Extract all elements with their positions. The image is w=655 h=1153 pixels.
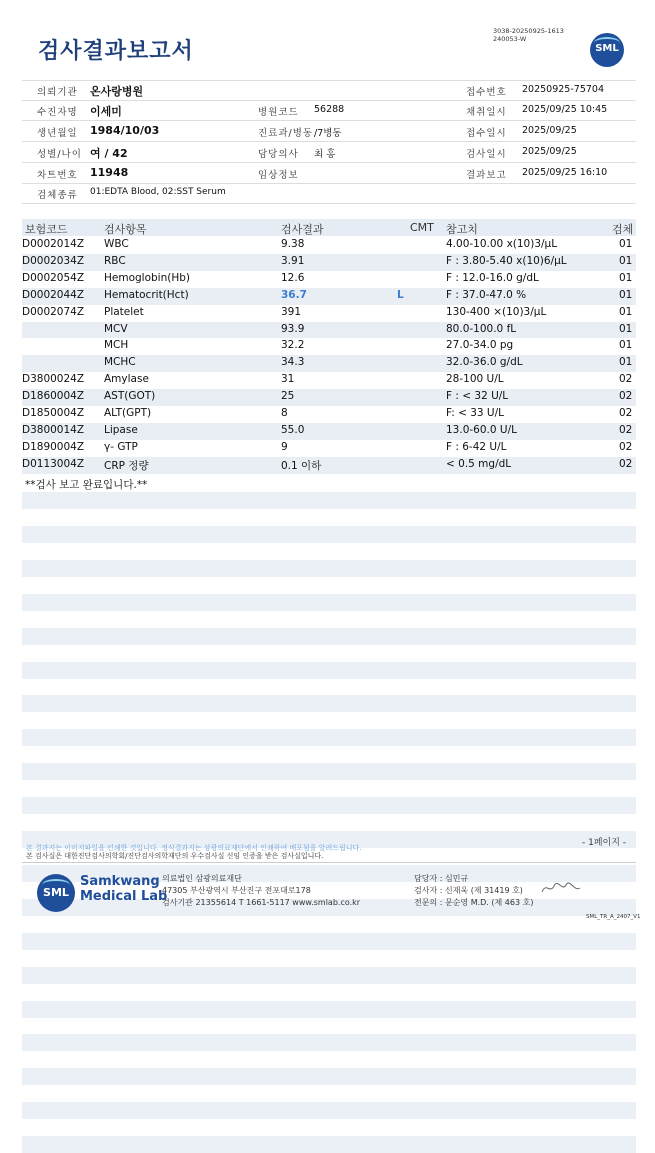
brand-name <box>80 874 167 904</box>
table-cell-ref: < 0.5 mg/dL <box>446 457 512 470</box>
table-cell-spec: 01 <box>619 305 633 318</box>
footer-logo-text: SML <box>43 886 69 899</box>
document-id-line1: 3038-20250925-1613 <box>493 27 564 35</box>
table-cell-code: D0002074Z <box>22 305 85 318</box>
table-cell-code: D3800014Z <box>22 423 85 436</box>
dept-value: /7병동 <box>314 128 342 139</box>
doctor-label: 담당의사 <box>258 149 299 160</box>
sml-logo-icon <box>590 33 624 67</box>
patient-label: 수진자명 <box>37 107 78 118</box>
certification-text: 본 검사실은 대한진단검사의학회/진단검사의학재단의 우수검사실 신임 인증을 받은 검사실입니다. <box>26 852 324 860</box>
footer-divider <box>22 862 636 863</box>
empty-row-stripe <box>22 1102 636 1119</box>
patient-value: 이세미 <box>90 105 122 118</box>
table-cell-spec: 01 <box>619 254 633 267</box>
empty-row-stripe <box>22 594 636 611</box>
table-cell-result: 31 <box>281 373 295 386</box>
table-cell-spec: 02 <box>619 373 633 386</box>
table-cell-result: 9 <box>281 440 288 453</box>
receipt-date-value: 2025/09/25 <box>522 125 577 136</box>
table-cell-ref: F : 6-42 U/L <box>446 440 507 453</box>
receipt-no-label: 접수번호 <box>466 87 507 98</box>
empty-row-stripe <box>22 1034 636 1051</box>
table-cell-item: Lipase <box>104 423 138 436</box>
table-cell-item: γ- GTP <box>104 440 138 453</box>
table-cell-item: MCV <box>104 322 128 335</box>
divider <box>22 162 636 163</box>
table-cell-item: Hemoglobin(Hb) <box>104 271 191 284</box>
empty-row-stripe <box>22 526 636 543</box>
dept-label: 진료과/병동 <box>258 128 314 139</box>
empty-row-stripe <box>22 662 636 679</box>
birth-label: 생년월일 <box>37 128 78 139</box>
table-cell-ref: 4.00-10.00 x(10)3/μL <box>446 238 558 250</box>
table-cell-code: D0002014Z <box>22 238 85 250</box>
signature-icon <box>540 880 582 896</box>
specimen-label: 검체종류 <box>37 190 78 201</box>
form-code: SML_TR_A_2407_V1 <box>586 914 641 920</box>
table-cell-code: D0002054Z <box>22 271 85 284</box>
table-cell-ref: 13.0-60.0 U/L <box>446 423 517 436</box>
table-cell-code: D1850004Z <box>22 407 85 419</box>
test-date-label: 검사일시 <box>466 149 507 160</box>
table-cell-code: D1890004Z <box>22 440 85 453</box>
table-cell-item: MCH <box>104 339 129 352</box>
empty-row-stripe <box>22 1136 636 1153</box>
empty-row-stripe <box>22 933 636 950</box>
table-cell-spec: 02 <box>619 457 633 470</box>
divider <box>22 120 636 121</box>
table-cell-item: WBC <box>104 238 129 250</box>
table-cell-spec: 01 <box>619 288 633 301</box>
table-cell-result: 25 <box>281 390 295 403</box>
table-cell-result: 9.38 <box>281 238 305 250</box>
divider <box>22 100 636 101</box>
org-contact: 검사기관 21355614 T 1661-5117 www.smlab.co.kr <box>162 898 361 907</box>
table-cell-spec: 02 <box>619 440 633 453</box>
table-cell-spec: 01 <box>619 238 633 250</box>
table-cell-result: 34.3 <box>281 356 305 369</box>
org-address: 47305 부산광역시 부산진구 전포대로178 <box>162 886 311 895</box>
receipt-no-value: 20250925-75704 <box>522 84 605 95</box>
staff-manager: 담당자 : 심민규 <box>414 874 469 883</box>
divider <box>22 80 636 81</box>
col-ref-header: 참고치 <box>446 223 478 236</box>
table-cell-code: D1860004Z <box>22 390 85 403</box>
report-label: 결과보고 <box>466 170 507 181</box>
table-cell-result: 32.2 <box>281 339 305 352</box>
birth-value: 1984/10/03 <box>90 124 160 137</box>
specimen-value: 01:EDTA Blood, 02:SST Serum <box>90 187 226 197</box>
institution-value: 온사랑병원 <box>90 85 144 98</box>
table-cell-code: D0113004Z <box>22 457 85 470</box>
col-code-header: 보험코드 <box>25 223 68 236</box>
sex-age-value: 여 / 42 <box>90 147 128 160</box>
table-cell-item: ALT(GPT) <box>104 407 152 419</box>
empty-row-stripe <box>22 967 636 984</box>
table-cell-result: 3.91 <box>281 254 305 267</box>
table-cell-code: D0002034Z <box>22 254 85 267</box>
table-cell-ref: 130-400 ×(10)3/μL <box>446 305 547 318</box>
page-number: - 1페이지 - <box>582 838 627 848</box>
chart-label: 차트번호 <box>37 170 78 181</box>
chart-value: 11948 <box>90 166 129 179</box>
table-cell-ref: F : 12.0-16.0 g/dL <box>446 271 539 284</box>
empty-row-stripe <box>22 729 636 746</box>
table-cell-ref: F: < 33 U/L <box>446 407 505 419</box>
document-id <box>493 27 564 43</box>
staff-tester: 검사자 : 신재욱 (제 31419 호) <box>414 886 523 895</box>
table-cell-ref: F : 3.80-5.40 x(10)6/μL <box>446 254 567 267</box>
table-cell-result: 8 <box>281 407 288 419</box>
hospital-code-label: 병원코드 <box>258 107 299 118</box>
collect-label: 채취일시 <box>466 107 507 118</box>
hospital-code-value: 56288 <box>314 104 345 115</box>
brand-line1: Samkwang <box>80 874 160 889</box>
sex-age-label: 성별/나이 <box>37 149 82 160</box>
table-cell-item: CRP 정량 <box>104 459 149 472</box>
empty-row-stripe <box>22 797 636 814</box>
table-cell-spec: 02 <box>619 407 633 419</box>
empty-row-stripe <box>22 763 636 780</box>
table-cell-ref: 27.0-34.0 pg <box>446 339 514 352</box>
table-cell-cmt: L <box>397 288 404 301</box>
divider <box>22 183 636 184</box>
table-cell-ref: 32.0-36.0 g/dL <box>446 356 523 369</box>
empty-row-stripe <box>22 1068 636 1085</box>
report-value: 2025/09/25 16:10 <box>522 167 608 178</box>
table-cell-item: Amylase <box>104 373 149 386</box>
table-cell-spec: 02 <box>619 390 633 403</box>
table-cell-code: D0002044Z <box>22 288 85 301</box>
divider <box>22 141 636 142</box>
table-cell-result: 12.6 <box>281 271 305 284</box>
image-notice: 본 결과지는 이미지파일을 인쇄한 것입니다. 정식결과지는 삼광의료재단에서 인쇄하여 배포됨을 알려드립니다. <box>26 844 362 852</box>
document-id-line2: 240053-W <box>493 35 527 43</box>
test-date-value: 2025/09/25 <box>522 146 577 157</box>
page-title: 검사결과보고서 <box>38 39 194 64</box>
table-cell-spec: 01 <box>619 271 633 284</box>
table-cell-item: Hematocrit(Hct) <box>104 288 189 301</box>
doctor-value: 최 홍 <box>314 149 336 160</box>
empty-row-stripe <box>22 560 636 577</box>
receipt-date-label: 접수일시 <box>466 128 507 139</box>
staff-specialist: 전문의 : 문순영 M.D. (제 463 호) <box>414 898 534 907</box>
table-cell-spec: 02 <box>619 423 633 436</box>
col-result-header: 검사결과 <box>281 223 324 236</box>
sml-logo-icon <box>37 874 75 912</box>
table-cell-ref: F : 37.0-47.0 % <box>446 288 527 301</box>
institution-label: 의뢰기관 <box>37 87 78 98</box>
table-cell-result: 391 <box>281 305 302 318</box>
empty-row-stripe <box>22 695 636 712</box>
table-cell-spec: 01 <box>619 322 633 335</box>
brand-line2: Medical Lab <box>80 889 168 904</box>
table-cell-result: 93.9 <box>281 322 305 335</box>
clinical-label: 임상정보 <box>258 170 299 181</box>
table-cell-result: 36.7 <box>281 288 307 301</box>
table-cell-item: RBC <box>104 254 126 267</box>
col-cmt-header: CMT <box>410 221 434 234</box>
logo-text: SML <box>595 43 619 54</box>
table-cell-result: 55.0 <box>281 423 305 436</box>
staff-info <box>414 873 533 909</box>
org-name: 의료법인 삼광의료재단 <box>162 874 242 883</box>
table-cell-ref: 28-100 U/L <box>446 373 504 386</box>
complete-message: **검사 보고 완료입니다.** <box>25 479 148 491</box>
table-cell-item: AST(GOT) <box>104 390 156 403</box>
table-cell-ref: F : < 32 U/L <box>446 390 509 403</box>
col-item-header: 검사항목 <box>104 223 147 236</box>
col-spec-header: 검체 <box>612 223 634 236</box>
empty-row-stripe <box>22 628 636 645</box>
table-cell-spec: 01 <box>619 339 633 352</box>
table-cell-spec: 01 <box>619 356 633 369</box>
table-cell-ref: 80.0-100.0 fL <box>446 322 517 335</box>
empty-row-stripe <box>22 1001 636 1018</box>
divider <box>22 203 636 204</box>
empty-row-stripe <box>22 492 636 509</box>
table-cell-item: MCHC <box>104 356 136 369</box>
table-cell-result: 0.1 이하 <box>281 459 322 472</box>
table-cell-code: D3800024Z <box>22 373 85 386</box>
collect-value: 2025/09/25 10:45 <box>522 104 608 115</box>
org-info <box>162 873 360 909</box>
table-cell-item: Platelet <box>104 305 144 318</box>
